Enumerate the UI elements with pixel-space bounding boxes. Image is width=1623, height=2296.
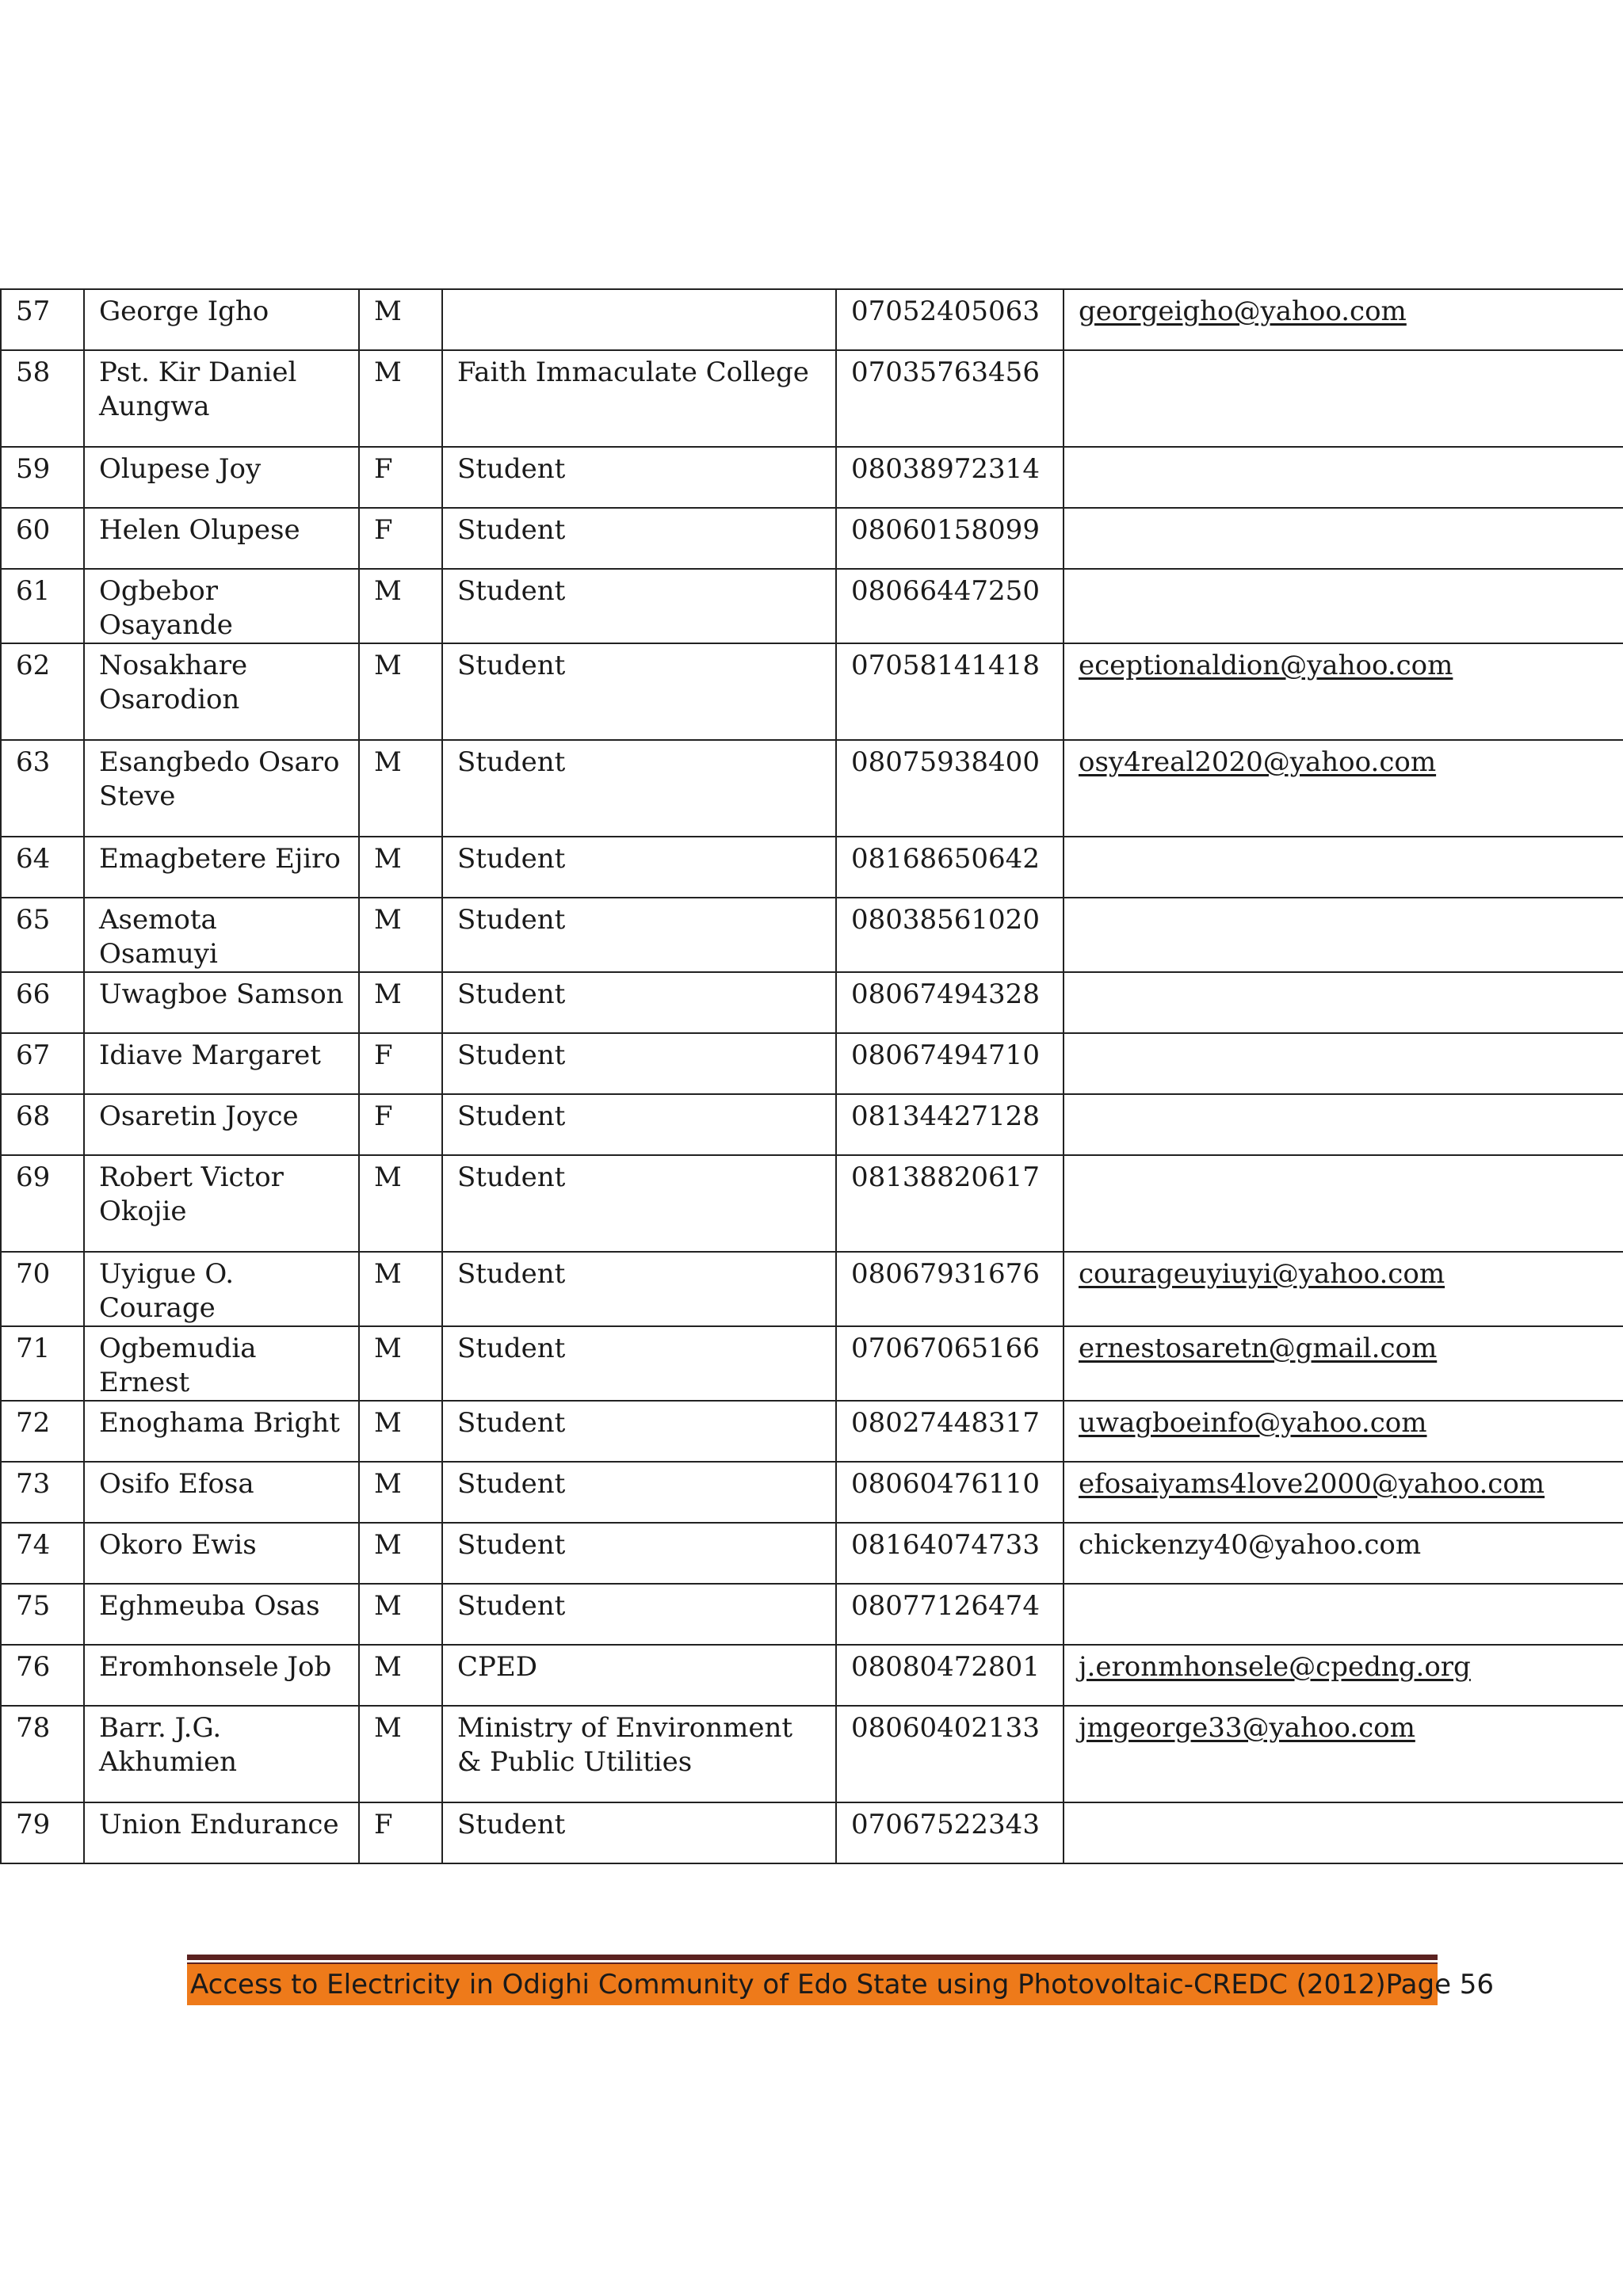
organization-cell: CPED [442,1645,836,1706]
table-row [1,740,1623,837]
email-cell [1064,1401,1623,1462]
name-cell: Robert Victor Okojie [84,1155,359,1252]
table-row [1,1706,1623,1802]
organization-cell: Student [442,1033,836,1094]
row-number-cell: 73 [1,1462,84,1523]
footer-rule-thick [187,1955,1438,1960]
table-row [1,1462,1623,1523]
email-link[interactable]: jmgeorge33@yahoo.com [1079,1712,1415,1744]
table-body [1,289,1623,1863]
table-row [1,508,1623,569]
organization-cell: Student [442,1155,836,1252]
email-link[interactable]: ernestosaretn@gmail.com [1079,1333,1438,1364]
sex-cell: M [359,1326,442,1401]
sex-cell: M [359,289,442,350]
footer-bar [187,1964,1495,2005]
name-cell: Helen Olupese [84,508,359,569]
email-cell [1064,1033,1623,1094]
row-number-cell: 69 [1,1155,84,1252]
sex-cell: M [359,1462,442,1523]
email-cell [1064,1584,1623,1645]
row-number-cell: 60 [1,508,84,569]
email-cell [1064,1252,1623,1326]
phone-cell: 08038972314 [836,447,1064,508]
sex-cell: M [359,1252,442,1326]
name-cell: Uyigue O. Courage [84,1252,359,1326]
row-number-cell: 61 [1,569,84,643]
row-number-cell: 67 [1,1033,84,1094]
sex-cell: M [359,740,442,837]
attendance-table [0,288,1623,1864]
row-number-cell: 65 [1,898,84,972]
organization-cell: Student [442,447,836,508]
table-row [1,447,1623,508]
organization-cell [442,289,836,350]
sex-cell: F [359,1094,442,1155]
row-number-cell: 75 [1,1584,84,1645]
table-row [1,972,1623,1033]
name-cell: Union Endurance [84,1802,359,1863]
sex-cell: M [359,1706,442,1802]
sex-cell: M [359,972,442,1033]
sex-cell: M [359,643,442,740]
email-cell [1064,740,1623,837]
organization-cell: Student [442,643,836,740]
table-row [1,1326,1623,1401]
table-row [1,1155,1623,1252]
organization-cell: Student [442,508,836,569]
name-cell: Enoghama Bright [84,1401,359,1462]
phone-cell: 08077126474 [836,1584,1064,1645]
table-row [1,1033,1623,1094]
name-cell: Osifo Efosa [84,1462,359,1523]
sex-cell: M [359,569,442,643]
email-link[interactable]: uwagboeinfo@yahoo.com [1079,1407,1427,1439]
phone-cell: 08060476110 [836,1462,1064,1523]
table-row [1,1584,1623,1645]
phone-cell: 08164074733 [836,1523,1064,1584]
row-number-cell: 62 [1,643,84,740]
phone-cell: 07067522343 [836,1802,1064,1863]
row-number-cell: 58 [1,350,84,447]
phone-cell: 08067494328 [836,972,1064,1033]
phone-cell: 07035763456 [836,350,1064,447]
table-row [1,1802,1623,1863]
row-number-cell: 63 [1,740,84,837]
table-row [1,569,1623,643]
email-cell [1064,447,1623,508]
sex-cell: F [359,447,442,508]
phone-cell: 08067931676 [836,1252,1064,1326]
organization-cell: Student [442,837,836,898]
name-cell: Nosakhare Osarodion [84,643,359,740]
phone-cell: 08075938400 [836,740,1064,837]
name-cell: Olupese Joy [84,447,359,508]
email-link[interactable]: j.eronmhonsele@cpedng.org [1079,1651,1471,1683]
row-number-cell: 70 [1,1252,84,1326]
row-number-cell: 66 [1,972,84,1033]
row-number-cell: 57 [1,289,84,350]
phone-cell: 08027448317 [836,1401,1064,1462]
phone-cell: 08067494710 [836,1033,1064,1094]
phone-cell: 07052405063 [836,289,1064,350]
email-cell [1064,508,1623,569]
phone-cell: 08060158099 [836,508,1064,569]
sex-cell: M [359,837,442,898]
row-number-cell: 74 [1,1523,84,1584]
email-cell [1064,1462,1623,1523]
table-row [1,1645,1623,1706]
row-number-cell: 71 [1,1326,84,1401]
phone-cell: 08066447250 [836,569,1064,643]
email-text: chickenzy40@yahoo.com [1079,1529,1422,1561]
name-cell: Emagbetere Ejiro [84,837,359,898]
phone-cell: 08134427128 [836,1094,1064,1155]
name-cell: George Igho [84,289,359,350]
email-cell [1064,1802,1623,1863]
organization-cell: Student [442,1462,836,1523]
organization-cell: Student [442,898,836,972]
row-number-cell: 79 [1,1802,84,1863]
table-row [1,1252,1623,1326]
organization-cell: Student [442,1326,836,1401]
phone-cell: 08138820617 [836,1155,1064,1252]
organization-cell: Student [442,1802,836,1863]
sex-cell: F [359,1033,442,1094]
phone-cell: 08168650642 [836,837,1064,898]
name-cell: Eghmeuba Osas [84,1584,359,1645]
email-cell [1064,1326,1623,1401]
name-cell: Ogbebor Osayande [84,569,359,643]
email-cell [1064,1706,1623,1802]
email-cell [1064,1094,1623,1155]
phone-cell: 08038561020 [836,898,1064,972]
organization-cell: Student [442,1584,836,1645]
email-link[interactable]: eceptionaldion@yahoo.com [1079,650,1453,681]
organization-cell: Student [442,1401,836,1462]
email-cell [1064,1645,1623,1706]
sex-cell: M [359,1401,442,1462]
row-number-cell: 78 [1,1706,84,1802]
sex-cell: M [359,1523,442,1584]
email-link[interactable]: georgeigho@yahoo.com [1079,296,1407,327]
table-row [1,837,1623,898]
sex-cell: M [359,1584,442,1645]
email-cell [1064,569,1623,643]
footer-page-number: Page 56 [1385,1969,1495,2000]
email-cell [1064,350,1623,447]
table-row [1,898,1623,972]
sex-cell: M [359,1645,442,1706]
footer-title: Access to Electricity in Odighi Community of Edo State using Photovoltaic-CREDC (2012) [190,1969,1386,2000]
row-number-cell: 59 [1,447,84,508]
name-cell: Idiave Margaret [84,1033,359,1094]
email-cell [1064,1523,1623,1584]
organization-cell: Faith Immaculate College [442,350,836,447]
organization-cell: Student [442,569,836,643]
organization-cell: Student [442,740,836,837]
row-number-cell: 76 [1,1645,84,1706]
email-cell [1064,643,1623,740]
sex-cell: M [359,350,442,447]
phone-cell: 08060402133 [836,1706,1064,1802]
email-cell [1064,289,1623,350]
organization-cell: Student [442,1094,836,1155]
sex-cell: F [359,508,442,569]
email-link[interactable]: courageuyiuyi@yahoo.com [1079,1258,1445,1290]
sex-cell: F [359,1802,442,1863]
name-cell: Pst. Kir Daniel Aungwa [84,350,359,447]
name-cell: Osaretin Joyce [84,1094,359,1155]
organization-cell: Student [442,1523,836,1584]
table-row [1,1094,1623,1155]
row-number-cell: 68 [1,1094,84,1155]
phone-cell: 07058141418 [836,643,1064,740]
name-cell: Uwagboe Samson [84,972,359,1033]
email-cell [1064,837,1623,898]
name-cell: Asemota Osamuyi [84,898,359,972]
row-number-cell: 64 [1,837,84,898]
name-cell: Barr. J.G. Akhumien [84,1706,359,1802]
organization-cell: Ministry of Environment & Public Utilities [442,1706,836,1802]
email-cell [1064,972,1623,1033]
table-row [1,1523,1623,1584]
organization-cell: Student [442,972,836,1033]
organization-cell: Student [442,1252,836,1326]
phone-cell: 07067065166 [836,1326,1064,1401]
email-link[interactable]: osy4real2020@yahoo.com [1079,746,1437,778]
name-cell: Ogbemudia Ernest [84,1326,359,1401]
row-number-cell: 72 [1,1401,84,1462]
sex-cell: M [359,1155,442,1252]
email-cell [1064,1155,1623,1252]
table-row [1,643,1623,740]
email-link[interactable]: efosaiyams4love2000@yahoo.com [1079,1468,1545,1500]
table-row [1,350,1623,447]
sex-cell: M [359,898,442,972]
name-cell: Okoro Ewis [84,1523,359,1584]
name-cell: Esangbedo Osaro Steve [84,740,359,837]
name-cell: Eromhonsele Job [84,1645,359,1706]
phone-cell: 08080472801 [836,1645,1064,1706]
email-cell [1064,898,1623,972]
page-footer [187,1955,1495,2005]
table-row [1,1401,1623,1462]
table-row [1,289,1623,350]
